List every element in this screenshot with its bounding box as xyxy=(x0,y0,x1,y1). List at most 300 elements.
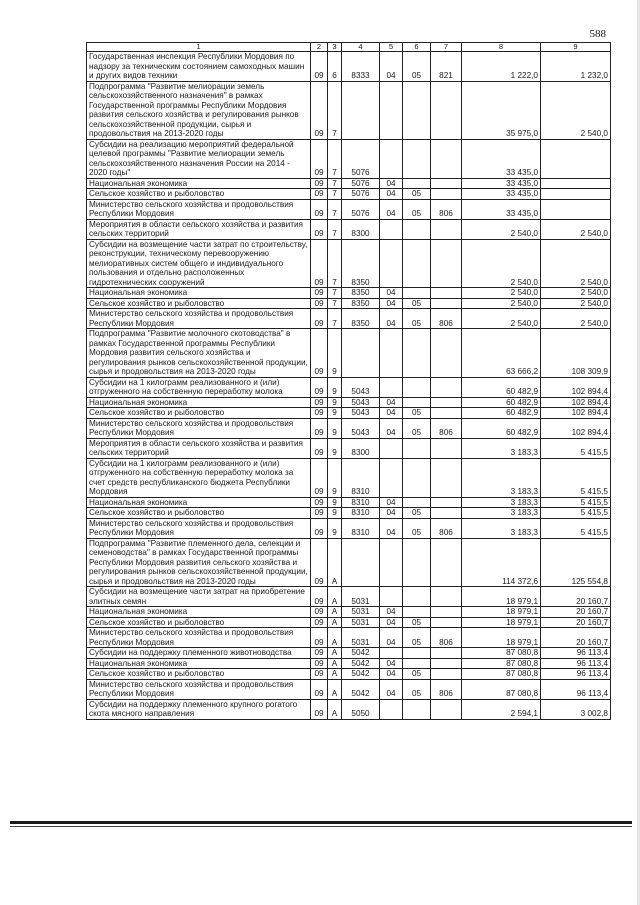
amount-8-cell: 60 482,9 xyxy=(462,408,541,419)
row-name-cell: Министерство сельского хозяйства и продовольствия Республики Мордовия xyxy=(87,518,311,538)
code-7-cell xyxy=(431,288,462,299)
code-4-cell: 8300 xyxy=(342,219,380,239)
code-7-cell xyxy=(431,438,462,458)
amount-9-cell: 5 415,5 xyxy=(541,518,611,538)
amount-9-cell: 2 540,0 xyxy=(541,309,611,329)
amount-8-cell: 3 183,3 xyxy=(462,458,541,497)
code-7-cell: 806 xyxy=(431,628,462,648)
amount-9-cell xyxy=(541,178,611,189)
column-header: 3 xyxy=(328,43,342,52)
code-7-cell xyxy=(431,239,462,288)
amount-9-cell: 5 415,5 xyxy=(541,438,611,458)
row-name-cell: Подпрограмма "Развитие молочного скотоводства" в рамках Государственной программы Республики Мордовия развития сельского хозяйства и регулирования рынков сельскохозяйственной продукции, сырья и продовольствия на 2013-2020 годы xyxy=(87,329,311,378)
code-2-cell: 09 xyxy=(311,377,328,397)
row-name-cell: Сельское хозяйство и рыболовство xyxy=(87,189,311,200)
code-5-cell: 04 xyxy=(380,298,403,309)
code-6-cell: 05 xyxy=(403,418,431,438)
amount-8-cell: 60 482,9 xyxy=(462,377,541,397)
table-row xyxy=(87,538,611,587)
code-2-cell: 09 xyxy=(311,52,328,82)
code-5-cell: 04 xyxy=(380,199,403,219)
table-row xyxy=(87,52,611,82)
code-5-cell: 04 xyxy=(380,309,403,329)
code-2-cell: 09 xyxy=(311,669,328,680)
row-name-cell: Министерство сельского хозяйства и продовольствия Республики Мордовия xyxy=(87,679,311,699)
code-6-cell: 05 xyxy=(403,199,431,219)
code-6-cell xyxy=(403,658,431,669)
code-7-cell xyxy=(431,397,462,408)
code-2-cell: 09 xyxy=(311,497,328,508)
code-4-cell: 8300 xyxy=(342,438,380,458)
code-2-cell: 09 xyxy=(311,607,328,618)
code-7-cell xyxy=(431,497,462,508)
code-7-cell xyxy=(431,298,462,309)
amount-8-cell: 87 080,8 xyxy=(462,669,541,680)
code-3-cell: 9 xyxy=(328,397,342,408)
amount-9-cell xyxy=(541,139,611,178)
code-7-cell xyxy=(431,699,462,719)
amount-9-cell: 108 309,9 xyxy=(541,329,611,378)
table-body xyxy=(87,52,611,720)
code-2-cell: 09 xyxy=(311,178,328,189)
code-3-cell: А xyxy=(328,587,342,607)
amount-9-cell: 20 160,7 xyxy=(541,628,611,648)
amount-8-cell: 87 080,8 xyxy=(462,648,541,659)
code-2-cell: 09 xyxy=(311,699,328,719)
row-name-cell: Сельское хозяйство и рыболовство xyxy=(87,669,311,680)
amount-8-cell: 33 435,0 xyxy=(462,178,541,189)
amount-8-cell: 33 435,0 xyxy=(462,189,541,200)
table-row xyxy=(87,239,611,288)
code-7-cell xyxy=(431,508,462,519)
code-6-cell xyxy=(403,699,431,719)
amount-8-cell: 87 080,8 xyxy=(462,658,541,669)
code-7-cell: 806 xyxy=(431,679,462,699)
code-7-cell: 806 xyxy=(431,418,462,438)
code-6-cell xyxy=(403,497,431,508)
table-row xyxy=(87,377,611,397)
code-5-cell: 04 xyxy=(380,518,403,538)
code-2-cell: 09 xyxy=(311,538,328,587)
table-row xyxy=(87,607,611,618)
code-7-cell xyxy=(431,669,462,680)
code-3-cell: 9 xyxy=(328,377,342,397)
table-row xyxy=(87,288,611,299)
code-6-cell xyxy=(403,81,431,139)
amount-8-cell: 18 979,1 xyxy=(462,607,541,618)
amount-9-cell: 5 415,5 xyxy=(541,458,611,497)
code-6-cell xyxy=(403,587,431,607)
code-4-cell: 5043 xyxy=(342,377,380,397)
code-2-cell: 09 xyxy=(311,617,328,628)
amount-9-cell: 1 232,0 xyxy=(541,52,611,82)
row-name-cell: Национальная экономика xyxy=(87,658,311,669)
column-header: 2 xyxy=(311,43,328,52)
amount-8-cell: 2 540,0 xyxy=(462,309,541,329)
page-number: 588 xyxy=(589,28,606,40)
code-5-cell: 04 xyxy=(380,679,403,699)
code-6-cell xyxy=(403,648,431,659)
code-5-cell xyxy=(380,699,403,719)
code-7-cell xyxy=(431,607,462,618)
code-3-cell: 9 xyxy=(328,508,342,519)
code-3-cell: 7 xyxy=(328,199,342,219)
code-4-cell: 8310 xyxy=(342,497,380,508)
code-3-cell: А xyxy=(328,679,342,699)
row-name-cell: Сельское хозяйство и рыболовство xyxy=(87,617,311,628)
row-name-cell: Субсидии на поддержку племенного животноводства xyxy=(87,648,311,659)
table-row xyxy=(87,309,611,329)
row-name-cell: Субсидии на реализацию мероприятий федеральной целевой программы "Развитие мелиорации земель сельскохозяйственного назначения России на 2014 - 2020 годы" xyxy=(87,139,311,178)
code-3-cell: А xyxy=(328,617,342,628)
code-3-cell: А xyxy=(328,628,342,648)
code-7-cell: 821 xyxy=(431,52,462,82)
footer-rule-thin xyxy=(10,826,632,827)
code-5-cell: 04 xyxy=(380,508,403,519)
amount-9-cell: 102 894,4 xyxy=(541,418,611,438)
code-6-cell: 05 xyxy=(403,518,431,538)
amount-9-cell: 2 540,0 xyxy=(541,219,611,239)
code-6-cell xyxy=(403,438,431,458)
code-5-cell: 04 xyxy=(380,669,403,680)
amount-8-cell: 2 540,0 xyxy=(462,239,541,288)
amount-8-cell: 2 594,1 xyxy=(462,699,541,719)
code-3-cell: 7 xyxy=(328,139,342,178)
row-name-cell: Министерство сельского хозяйства и продовольствия Республики Мордовия xyxy=(87,309,311,329)
table-row xyxy=(87,397,611,408)
code-3-cell: 7 xyxy=(328,309,342,329)
code-3-cell: 9 xyxy=(328,408,342,419)
amount-8-cell: 35 975,0 xyxy=(462,81,541,139)
code-5-cell: 04 xyxy=(380,497,403,508)
row-name-cell: Министерство сельского хозяйства и продовольствия Республики Мордовия xyxy=(87,418,311,438)
row-name-cell: Министерство сельского хозяйства и продовольствия Республики Мордовия xyxy=(87,628,311,648)
code-7-cell xyxy=(431,458,462,497)
table-row xyxy=(87,139,611,178)
table-row xyxy=(87,518,611,538)
code-6-cell: 05 xyxy=(403,628,431,648)
amount-8-cell: 3 183,3 xyxy=(462,508,541,519)
code-7-cell xyxy=(431,587,462,607)
row-name-cell: Сельское хозяйство и рыболовство xyxy=(87,508,311,519)
amount-8-cell: 63 666,2 xyxy=(462,329,541,378)
code-5-cell: 04 xyxy=(380,408,403,419)
code-7-cell xyxy=(431,617,462,628)
amount-8-cell: 18 979,1 xyxy=(462,587,541,607)
code-5-cell: 04 xyxy=(380,418,403,438)
code-3-cell: 6 xyxy=(328,52,342,82)
amount-9-cell: 125 554,8 xyxy=(541,538,611,587)
code-2-cell: 09 xyxy=(311,309,328,329)
code-5-cell xyxy=(380,587,403,607)
code-2-cell: 09 xyxy=(311,658,328,669)
column-header: 7 xyxy=(431,43,462,52)
row-name-cell: Национальная экономика xyxy=(87,607,311,618)
code-4-cell: 5031 xyxy=(342,628,380,648)
code-6-cell xyxy=(403,397,431,408)
row-name-cell: Мероприятия в области сельского хозяйства и развития сельских территорий xyxy=(87,219,311,239)
code-5-cell xyxy=(380,219,403,239)
code-7-cell xyxy=(431,139,462,178)
code-5-cell: 04 xyxy=(380,189,403,200)
amount-8-cell: 60 482,9 xyxy=(462,418,541,438)
row-name-cell: Субсидии на 1 килограмм реализованного и (или) отгруженного на собственную переработку молока за счет средств республиканского бюджета Республики Мордовия xyxy=(87,458,311,497)
code-7-cell xyxy=(431,377,462,397)
amount-8-cell: 2 540,0 xyxy=(462,288,541,299)
code-3-cell: А xyxy=(328,699,342,719)
code-3-cell: А xyxy=(328,607,342,618)
code-5-cell: 04 xyxy=(380,397,403,408)
code-4-cell: 8350 xyxy=(342,309,380,329)
amount-8-cell: 33 435,0 xyxy=(462,139,541,178)
code-4-cell: 5050 xyxy=(342,699,380,719)
code-5-cell: 04 xyxy=(380,658,403,669)
code-3-cell: А xyxy=(328,538,342,587)
amount-8-cell: 60 482,9 xyxy=(462,397,541,408)
table-row xyxy=(87,199,611,219)
code-3-cell: 7 xyxy=(328,288,342,299)
code-6-cell xyxy=(403,607,431,618)
code-6-cell: 05 xyxy=(403,52,431,82)
code-4-cell: 5031 xyxy=(342,607,380,618)
code-7-cell xyxy=(431,408,462,419)
table-row xyxy=(87,219,611,239)
code-7-cell xyxy=(431,178,462,189)
amount-9-cell: 102 894,4 xyxy=(541,408,611,419)
code-2-cell: 09 xyxy=(311,408,328,419)
code-6-cell xyxy=(403,139,431,178)
code-5-cell xyxy=(380,377,403,397)
code-7-cell xyxy=(431,219,462,239)
column-header: 5 xyxy=(380,43,403,52)
code-7-cell xyxy=(431,329,462,378)
table-row xyxy=(87,669,611,680)
code-3-cell: 9 xyxy=(328,518,342,538)
code-2-cell: 09 xyxy=(311,139,328,178)
amount-8-cell: 2 540,0 xyxy=(462,219,541,239)
row-name-cell: Субсидии на поддержку племенного крупного рогатого скота мясного направления xyxy=(87,699,311,719)
code-6-cell xyxy=(403,178,431,189)
code-6-cell: 05 xyxy=(403,408,431,419)
column-header: 1 xyxy=(87,43,311,52)
row-name-cell: Национальная экономика xyxy=(87,288,311,299)
amount-8-cell: 3 183,3 xyxy=(462,518,541,538)
code-4-cell: 8333 xyxy=(342,52,380,82)
amount-9-cell: 2 540,0 xyxy=(541,298,611,309)
amount-9-cell: 2 540,0 xyxy=(541,81,611,139)
amount-9-cell: 96 113,4 xyxy=(541,658,611,669)
code-7-cell xyxy=(431,189,462,200)
code-3-cell: 9 xyxy=(328,438,342,458)
code-4-cell: 5042 xyxy=(342,679,380,699)
code-4-cell: 5031 xyxy=(342,617,380,628)
code-4-cell: 5076 xyxy=(342,139,380,178)
table-row xyxy=(87,189,611,200)
code-3-cell: 9 xyxy=(328,329,342,378)
table-row xyxy=(87,458,611,497)
amount-9-cell: 2 540,0 xyxy=(541,239,611,288)
amount-9-cell: 5 415,5 xyxy=(541,508,611,519)
amount-9-cell: 96 113,4 xyxy=(541,648,611,659)
code-3-cell: 9 xyxy=(328,418,342,438)
table-row xyxy=(87,298,611,309)
code-2-cell: 09 xyxy=(311,199,328,219)
code-4-cell: 5043 xyxy=(342,418,380,438)
code-2-cell: 09 xyxy=(311,648,328,659)
code-4-cell: 5042 xyxy=(342,648,380,659)
code-6-cell: 05 xyxy=(403,309,431,329)
code-6-cell xyxy=(403,219,431,239)
code-4-cell: 5043 xyxy=(342,397,380,408)
table-row xyxy=(87,628,611,648)
table-row xyxy=(87,178,611,189)
code-4-cell: 8310 xyxy=(342,458,380,497)
amount-9-cell: 102 894,4 xyxy=(541,397,611,408)
column-header: 4 xyxy=(342,43,380,52)
table-row xyxy=(87,418,611,438)
code-6-cell xyxy=(403,329,431,378)
table-row xyxy=(87,648,611,659)
code-3-cell: А xyxy=(328,648,342,659)
row-name-cell: Сельское хозяйство и рыболовство xyxy=(87,408,311,419)
code-4-cell xyxy=(342,538,380,587)
code-5-cell xyxy=(380,239,403,288)
row-name-cell: Подпрограмма "Развитие мелиорации земель сельскохозяйственного назначения" в рамках Государственной программы Республики Мордовия развития сельского хозяйства и регулирования рынков сельскохозяйственной продукции, сырья и продовольствия на 2013-2020 годы xyxy=(87,81,311,139)
code-4-cell: 8310 xyxy=(342,508,380,519)
table-header-row xyxy=(87,43,611,52)
amount-9-cell: 20 160,7 xyxy=(541,587,611,607)
code-3-cell: 7 xyxy=(328,239,342,288)
amount-8-cell: 3 183,3 xyxy=(462,497,541,508)
code-6-cell: 05 xyxy=(403,617,431,628)
code-7-cell: 806 xyxy=(431,309,462,329)
code-3-cell: 7 xyxy=(328,298,342,309)
code-5-cell xyxy=(380,329,403,378)
code-5-cell: 04 xyxy=(380,52,403,82)
table-row xyxy=(87,587,611,607)
code-2-cell: 09 xyxy=(311,679,328,699)
code-7-cell: 806 xyxy=(431,199,462,219)
code-4-cell: 8350 xyxy=(342,288,380,299)
table-row xyxy=(87,679,611,699)
code-3-cell: 7 xyxy=(328,219,342,239)
code-2-cell: 09 xyxy=(311,219,328,239)
amount-9-cell xyxy=(541,199,611,219)
code-5-cell xyxy=(380,458,403,497)
code-2-cell: 09 xyxy=(311,397,328,408)
code-3-cell: 7 xyxy=(328,189,342,200)
code-3-cell: 7 xyxy=(328,178,342,189)
amount-8-cell: 3 183,3 xyxy=(462,438,541,458)
code-4-cell: 5043 xyxy=(342,408,380,419)
amount-9-cell: 3 002,8 xyxy=(541,699,611,719)
column-header: 9 xyxy=(541,43,611,52)
code-6-cell xyxy=(403,458,431,497)
code-4-cell: 5042 xyxy=(342,658,380,669)
code-3-cell: 7 xyxy=(328,81,342,139)
code-7-cell xyxy=(431,538,462,587)
code-6-cell: 05 xyxy=(403,669,431,680)
table-row xyxy=(87,329,611,378)
code-6-cell xyxy=(403,377,431,397)
code-5-cell: 04 xyxy=(380,617,403,628)
code-3-cell: А xyxy=(328,658,342,669)
table-row xyxy=(87,497,611,508)
row-name-cell: Субсидии на возмещение части затрат на приобретение элитных семян xyxy=(87,587,311,607)
code-6-cell: 05 xyxy=(403,298,431,309)
amount-8-cell: 18 979,1 xyxy=(462,617,541,628)
code-3-cell: А xyxy=(328,669,342,680)
row-name-cell: Мероприятия в области сельского хозяйства и развития сельских территорий xyxy=(87,438,311,458)
table-row xyxy=(87,408,611,419)
code-4-cell: 5076 xyxy=(342,199,380,219)
code-4-cell: 8350 xyxy=(342,298,380,309)
code-4-cell xyxy=(342,81,380,139)
amount-9-cell: 96 113,4 xyxy=(541,669,611,680)
amount-9-cell: 96 113,4 xyxy=(541,679,611,699)
row-name-cell: Субсидии на 1 килограмм реализованного и (или) отгруженного на собственную переработку молока xyxy=(87,377,311,397)
row-name-cell: Подпрограмма "Развитие племенного дела, селекции и семеноводства" в рамках Государственной программы Республики Мордовия развития сельского хозяйства и регулирования рынков сельскохозяйственной продукции, сырья и продовольствия на 2013-2020 годы xyxy=(87,538,311,587)
code-5-cell xyxy=(380,81,403,139)
table-row xyxy=(87,699,611,719)
code-6-cell: 05 xyxy=(403,508,431,519)
amount-9-cell: 2 540,0 xyxy=(541,288,611,299)
code-7-cell: 806 xyxy=(431,518,462,538)
amount-9-cell: 102 894,4 xyxy=(541,377,611,397)
budget-table xyxy=(86,42,611,720)
code-5-cell: 04 xyxy=(380,178,403,189)
code-5-cell: 04 xyxy=(380,288,403,299)
code-5-cell xyxy=(380,538,403,587)
table-row xyxy=(87,617,611,628)
code-2-cell: 09 xyxy=(311,298,328,309)
table-row xyxy=(87,658,611,669)
code-2-cell: 09 xyxy=(311,508,328,519)
code-2-cell: 09 xyxy=(311,418,328,438)
code-4-cell: 5076 xyxy=(342,178,380,189)
row-name-cell: Субсидии на возмещение части затрат по строительству, реконструкции, техническому перевооружению мелиоративных систем общего и индивидуального пользования и отдельно расположенных гидротехнических сооружений xyxy=(87,239,311,288)
amount-8-cell: 18 979,1 xyxy=(462,628,541,648)
code-2-cell: 09 xyxy=(311,628,328,648)
code-5-cell: 04 xyxy=(380,628,403,648)
code-2-cell: 09 xyxy=(311,329,328,378)
amount-9-cell: 20 160,7 xyxy=(541,607,611,618)
amount-8-cell: 33 435,0 xyxy=(462,199,541,219)
code-7-cell xyxy=(431,81,462,139)
code-6-cell xyxy=(403,538,431,587)
code-2-cell: 09 xyxy=(311,518,328,538)
code-6-cell: 05 xyxy=(403,679,431,699)
column-header: 8 xyxy=(462,43,541,52)
row-name-cell: Национальная экономика xyxy=(87,397,311,408)
amount-9-cell xyxy=(541,189,611,200)
code-3-cell: 9 xyxy=(328,458,342,497)
column-header: 6 xyxy=(403,43,431,52)
code-4-cell: 5031 xyxy=(342,587,380,607)
row-name-cell: Сельское хозяйство и рыболовство xyxy=(87,298,311,309)
amount-9-cell: 20 160,7 xyxy=(541,617,611,628)
code-5-cell xyxy=(380,438,403,458)
amount-8-cell: 87 080,8 xyxy=(462,679,541,699)
code-6-cell xyxy=(403,288,431,299)
amount-9-cell: 5 415,5 xyxy=(541,497,611,508)
code-5-cell xyxy=(380,139,403,178)
code-6-cell: 05 xyxy=(403,189,431,200)
amount-8-cell: 114 372,6 xyxy=(462,538,541,587)
code-2-cell: 09 xyxy=(311,239,328,288)
code-7-cell xyxy=(431,648,462,659)
table-row xyxy=(87,508,611,519)
